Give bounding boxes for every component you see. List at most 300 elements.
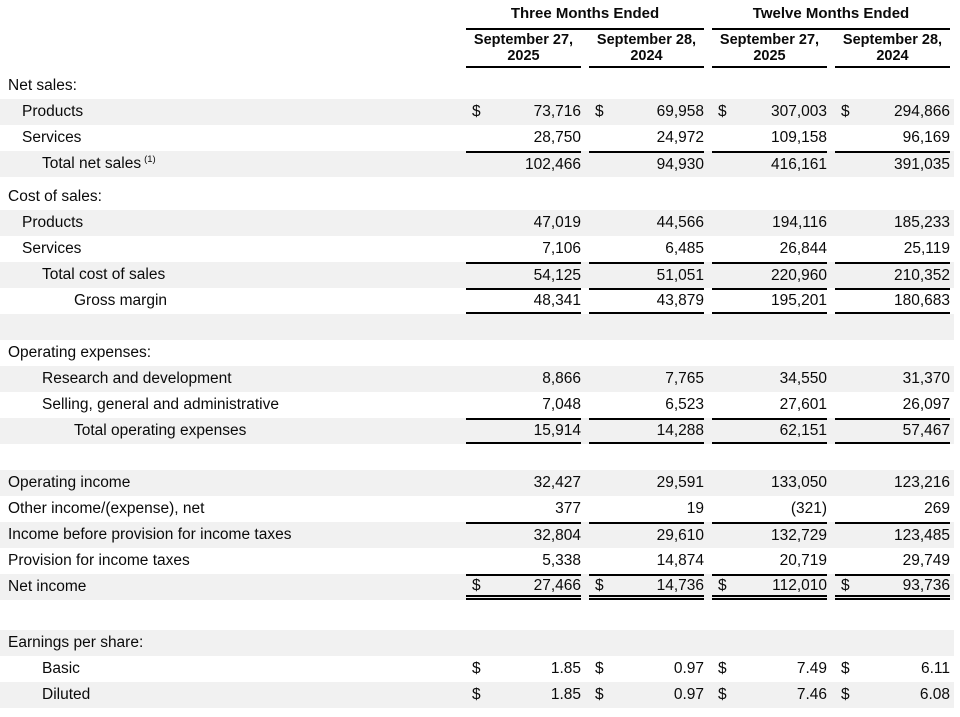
value-cell-line: [712, 496, 827, 522]
dollar-sign: $: [841, 686, 850, 703]
value-cell: [462, 522, 585, 548]
cell-value: 109,158: [770, 129, 827, 146]
row-label: [0, 392, 462, 418]
date-line2: 2025: [753, 48, 786, 64]
value-cell-line: [712, 392, 827, 418]
group-header-cell: [462, 0, 708, 30]
cell-value: 26,097: [902, 396, 950, 413]
value-cell: [831, 99, 954, 125]
dollar-sign: $: [718, 686, 727, 703]
cell-value: 5,338: [542, 552, 581, 569]
row-label-text: Total net sales: [42, 155, 142, 172]
cell-value: 7.46: [796, 686, 827, 703]
value-cell-line: [466, 184, 581, 210]
row-label-text: Services: [22, 129, 82, 146]
value-cell: [831, 236, 954, 262]
table-row: [0, 288, 954, 314]
row-label: [0, 630, 462, 656]
value-cell: [462, 366, 585, 392]
value-cell: [462, 151, 585, 177]
cell-value: 7,765: [665, 370, 704, 387]
row-label-text: Products: [22, 103, 84, 120]
value-cell: [708, 99, 831, 125]
value-cell-line: [466, 151, 581, 177]
value-cell-line: [589, 656, 704, 682]
cell-value: 27,466: [533, 576, 581, 594]
date-line1: September 28,: [842, 32, 943, 48]
table-row: [0, 418, 954, 444]
value-cell-line: [835, 470, 950, 496]
value-cell: [462, 682, 585, 708]
value-cell: [462, 262, 585, 288]
cell-value: 102,466: [524, 156, 581, 173]
value-cell-line: [835, 574, 950, 600]
cell-value: 14,874: [656, 552, 704, 569]
value-cell-line: [466, 366, 581, 392]
cell-value: 47,019: [533, 214, 581, 231]
row-label: [0, 574, 462, 600]
value-cell-line: [466, 125, 581, 151]
value-cell-line: [466, 522, 581, 548]
row-label-text: Selling, general and administrative: [42, 396, 279, 413]
value-cell-line: [712, 184, 827, 210]
value-cell-line: [835, 548, 950, 574]
value-cell: [708, 470, 831, 496]
value-cell-line: [712, 262, 827, 288]
cell-value: 57,467: [902, 422, 950, 439]
cell-value: 6.11: [920, 660, 950, 677]
value-cell-line: [835, 630, 950, 656]
table-row: [0, 99, 954, 125]
value-cell: [831, 496, 954, 522]
value-cell-line: [466, 210, 581, 236]
value-cell: [585, 418, 708, 444]
table-row: [0, 262, 954, 288]
header-spacer-cell: [0, 0, 462, 30]
cell-value: 416,161: [770, 156, 827, 173]
dollar-sign: $: [718, 576, 727, 594]
spacer-cell: [0, 444, 954, 470]
value-cell: [708, 151, 831, 177]
value-cell: [831, 366, 954, 392]
cell-value: 7,106: [542, 240, 581, 257]
row-label-text: Cost of sales:: [8, 188, 102, 205]
row-label-text: Basic: [42, 660, 80, 677]
value-cell: [462, 656, 585, 682]
value-cell-line: [589, 151, 704, 177]
value-cell: [831, 151, 954, 177]
value-cell: [585, 496, 708, 522]
value-cell-line: [589, 682, 704, 708]
cell-value: 0.97: [673, 660, 704, 677]
table-row: [0, 340, 954, 366]
value-cell-line: [712, 366, 827, 392]
row-label: [0, 522, 462, 548]
value-cell: [585, 522, 708, 548]
value-cell: [831, 630, 954, 656]
value-cell: [462, 496, 585, 522]
row-label-text: Total operating expenses: [74, 422, 247, 439]
dollar-sign: $: [718, 103, 727, 120]
cell-value: 62,151: [779, 422, 827, 439]
value-cell: [708, 262, 831, 288]
column-date: [712, 30, 827, 68]
row-label-text: Gross margin: [74, 292, 168, 309]
row-label: [0, 125, 462, 151]
cell-value: 180,683: [893, 292, 950, 309]
value-cell: [831, 125, 954, 151]
cell-value: 43,879: [656, 292, 704, 309]
value-cell-line: [589, 340, 704, 366]
value-cell: [708, 236, 831, 262]
cell-value: 0.97: [673, 686, 704, 703]
value-cell-line: [835, 366, 950, 392]
row-label: [0, 470, 462, 496]
value-cell-line: [589, 184, 704, 210]
value-cell: [831, 73, 954, 99]
value-cell-line: [835, 418, 950, 444]
value-cell-line: [712, 288, 827, 314]
row-label: [0, 151, 462, 177]
cell-value: 73,716: [533, 103, 581, 120]
value-cell: [585, 73, 708, 99]
value-cell-line: [589, 262, 704, 288]
value-cell: [708, 288, 831, 314]
row-label: [0, 99, 462, 125]
cell-value: 31,370: [902, 370, 950, 387]
cell-value: 34,550: [779, 370, 827, 387]
cell-value: 54,125: [533, 267, 581, 284]
table-row: [0, 682, 954, 708]
value-cell: [462, 125, 585, 151]
value-cell-line: [589, 630, 704, 656]
value-cell-line: [589, 470, 704, 496]
spacer-row: [0, 314, 954, 340]
value-cell: [831, 522, 954, 548]
value-cell: [708, 548, 831, 574]
dollar-sign: $: [595, 686, 604, 703]
value-cell-line: [835, 288, 950, 314]
cell-value: 19: [686, 500, 704, 517]
value-cell-line: [835, 682, 950, 708]
value-cell: [462, 392, 585, 418]
dollar-sign: $: [472, 686, 481, 703]
cell-value: 194,116: [772, 214, 827, 231]
footnote-marker: (1): [144, 153, 156, 165]
cell-value: 24,972: [656, 129, 704, 146]
value-cell-line: [466, 682, 581, 708]
value-cell: [585, 210, 708, 236]
row-label: [0, 548, 462, 574]
value-cell: [462, 99, 585, 125]
value-cell-line: [589, 210, 704, 236]
value-cell: [831, 682, 954, 708]
value-cell: [462, 288, 585, 314]
value-cell: [708, 656, 831, 682]
dollar-sign: $: [841, 576, 850, 594]
row-label-text: Earnings per share:: [8, 634, 144, 651]
value-cell-line: [589, 366, 704, 392]
cell-value: 96,169: [902, 129, 950, 146]
value-cell-line: [466, 262, 581, 288]
row-label: [0, 236, 462, 262]
dollar-sign: $: [595, 660, 604, 677]
cell-value: 6,523: [665, 396, 704, 413]
value-cell: [831, 548, 954, 574]
value-cell: [462, 236, 585, 262]
cell-value: 14,736: [656, 576, 704, 594]
cell-value: 377: [555, 500, 581, 517]
value-cell: [708, 73, 831, 99]
value-cell: [708, 392, 831, 418]
group-title-twelve-months: Twelve Months Ended: [712, 0, 950, 30]
table-row: [0, 630, 954, 656]
value-cell: [585, 574, 708, 600]
cell-value: 307,003: [770, 103, 827, 120]
cell-value: 20,719: [779, 552, 827, 569]
value-cell: [708, 496, 831, 522]
value-cell-line: [589, 496, 704, 522]
table-row: [0, 184, 954, 210]
row-label: [0, 418, 462, 444]
group-header-cell: [708, 0, 954, 30]
value-cell: [708, 125, 831, 151]
cell-value: 93,736: [902, 576, 950, 594]
row-label-text: Income before provision for income taxes: [8, 526, 292, 543]
cell-value: 27,601: [779, 396, 827, 413]
cell-value: 220,960: [770, 267, 827, 284]
spacer-row: [0, 177, 954, 184]
value-cell: [708, 630, 831, 656]
row-label-text: Net income: [8, 578, 87, 595]
row-label: [0, 184, 462, 210]
value-cell: [708, 340, 831, 366]
date-header-cell: [462, 30, 585, 68]
date-header-row: [0, 30, 954, 68]
value-cell-line: [835, 125, 950, 151]
value-cell: [462, 210, 585, 236]
row-label-text: Other income/(expense), net: [8, 500, 205, 517]
value-cell: [585, 470, 708, 496]
cell-value: (321): [790, 500, 827, 517]
row-label: [0, 262, 462, 288]
row-label-text: Operating expenses:: [8, 344, 152, 361]
value-cell-line: [712, 73, 827, 99]
value-cell: [831, 392, 954, 418]
value-cell: [585, 340, 708, 366]
dollar-sign: $: [595, 576, 604, 594]
value-cell: [462, 630, 585, 656]
value-cell: [831, 288, 954, 314]
row-label-text: Total cost of sales: [42, 266, 166, 283]
cell-value: 210,352: [893, 267, 950, 284]
row-label: [0, 73, 462, 99]
dollar-sign: $: [472, 576, 481, 594]
date-header-cell: [831, 30, 954, 68]
value-cell-line: [712, 682, 827, 708]
cell-value: 133,050: [770, 474, 827, 491]
value-cell: [462, 470, 585, 496]
group-header-row: [0, 0, 954, 30]
header-spacer-cell: [0, 30, 462, 68]
dollar-sign: $: [841, 660, 850, 677]
row-label: [0, 496, 462, 522]
spacer-row: [0, 444, 954, 470]
cell-value: 8,866: [542, 370, 581, 387]
value-cell-line: [712, 574, 827, 600]
table-row: [0, 522, 954, 548]
date-line1: September 28,: [596, 32, 697, 48]
row-label-text: Research and development: [42, 370, 232, 387]
value-cell: [708, 682, 831, 708]
cell-value: 29,591: [656, 474, 704, 491]
value-cell: [585, 262, 708, 288]
spacer-cell: [0, 177, 954, 184]
date-line2: 2025: [507, 48, 540, 64]
cell-value: 94,930: [656, 156, 704, 173]
value-cell-line: [466, 99, 581, 125]
value-cell-line: [589, 236, 704, 262]
cell-value: 195,201: [770, 292, 827, 309]
cell-value: 32,427: [533, 474, 581, 491]
cell-value: 7,048: [542, 396, 581, 413]
cell-value: 7.49: [796, 660, 827, 677]
value-cell: [831, 262, 954, 288]
cell-value: 123,485: [893, 527, 950, 544]
dollar-sign: $: [595, 103, 604, 120]
cell-value: 28,750: [533, 129, 581, 146]
cell-value: 25,119: [903, 240, 950, 257]
value-cell-line: [466, 418, 581, 444]
value-cell-line: [466, 392, 581, 418]
column-date: [589, 30, 704, 68]
value-cell-line: [712, 210, 827, 236]
table-row: [0, 210, 954, 236]
table-row: [0, 125, 954, 151]
row-label: [0, 340, 462, 366]
cell-value: 391,035: [893, 156, 950, 173]
value-cell: [585, 288, 708, 314]
row-label-text: Services: [22, 240, 82, 257]
value-cell: [462, 574, 585, 600]
value-cell: [708, 210, 831, 236]
value-cell: [708, 366, 831, 392]
value-cell: [831, 656, 954, 682]
cell-value: 132,729: [770, 527, 827, 544]
value-cell: [462, 73, 585, 99]
value-cell-line: [466, 288, 581, 314]
value-cell: [585, 366, 708, 392]
value-cell-line: [466, 496, 581, 522]
value-cell-line: [712, 151, 827, 177]
table-row: [0, 392, 954, 418]
value-cell: [831, 184, 954, 210]
row-label-text: Provision for income taxes: [8, 552, 190, 569]
value-cell-line: [835, 340, 950, 366]
value-cell: [585, 151, 708, 177]
cell-value: 48,341: [533, 292, 581, 309]
value-cell-line: [712, 418, 827, 444]
value-cell: [831, 470, 954, 496]
cell-value: 32,804: [533, 527, 581, 544]
cell-value: 15,914: [533, 422, 581, 439]
value-cell-line: [589, 288, 704, 314]
value-cell-line: [589, 125, 704, 151]
row-label-text: Products: [22, 214, 84, 231]
value-cell-line: [835, 151, 950, 177]
value-cell: [462, 548, 585, 574]
date-line2: 2024: [876, 48, 909, 64]
cell-value: 1.85: [550, 686, 581, 703]
table-row: [0, 151, 954, 177]
date-line1: September 27,: [719, 32, 820, 48]
value-cell-line: [835, 99, 950, 125]
value-cell-line: [589, 522, 704, 548]
cell-value: 123,216: [893, 474, 950, 491]
value-cell-line: [466, 630, 581, 656]
table-row: [0, 73, 954, 99]
row-label-text: Operating income: [8, 474, 131, 491]
dollar-sign: $: [472, 103, 481, 120]
value-cell-line: [712, 470, 827, 496]
table-row: [0, 366, 954, 392]
spacer-cell: [0, 314, 954, 340]
value-cell: [462, 184, 585, 210]
table-row: [0, 574, 954, 600]
value-cell-line: [466, 574, 581, 600]
value-cell-line: [835, 210, 950, 236]
value-cell: [708, 418, 831, 444]
cell-value: 29,610: [656, 527, 704, 544]
row-label: [0, 682, 462, 708]
value-cell-line: [589, 392, 704, 418]
dollar-sign: $: [472, 660, 481, 677]
value-cell: [585, 184, 708, 210]
table-header: [0, 0, 954, 73]
row-label: [0, 366, 462, 392]
value-cell: [708, 574, 831, 600]
value-cell: [585, 125, 708, 151]
value-cell: [708, 184, 831, 210]
value-cell: [585, 392, 708, 418]
value-cell-line: [589, 574, 704, 600]
table-row: [0, 236, 954, 262]
value-cell-line: [466, 548, 581, 574]
value-cell-line: [835, 184, 950, 210]
cell-value: 185,233: [893, 214, 950, 231]
value-cell-line: [589, 99, 704, 125]
cell-value: 6,485: [665, 240, 704, 257]
value-cell: [708, 522, 831, 548]
value-cell-line: [712, 236, 827, 262]
column-date: [466, 30, 581, 68]
spacer-row: [0, 600, 954, 630]
value-cell-line: [589, 418, 704, 444]
dollar-sign: $: [718, 660, 727, 677]
value-cell-line: [712, 99, 827, 125]
row-label: [0, 656, 462, 682]
table-row: [0, 656, 954, 682]
row-label-text: Diluted: [42, 686, 91, 703]
cell-value: 112,010: [772, 576, 827, 594]
date-line2: 2024: [630, 48, 663, 64]
value-cell: [585, 630, 708, 656]
value-cell-line: [835, 522, 950, 548]
dollar-sign: $: [841, 103, 850, 120]
table-row: [0, 496, 954, 522]
cell-value: 44,566: [656, 214, 704, 231]
value-cell: [462, 418, 585, 444]
